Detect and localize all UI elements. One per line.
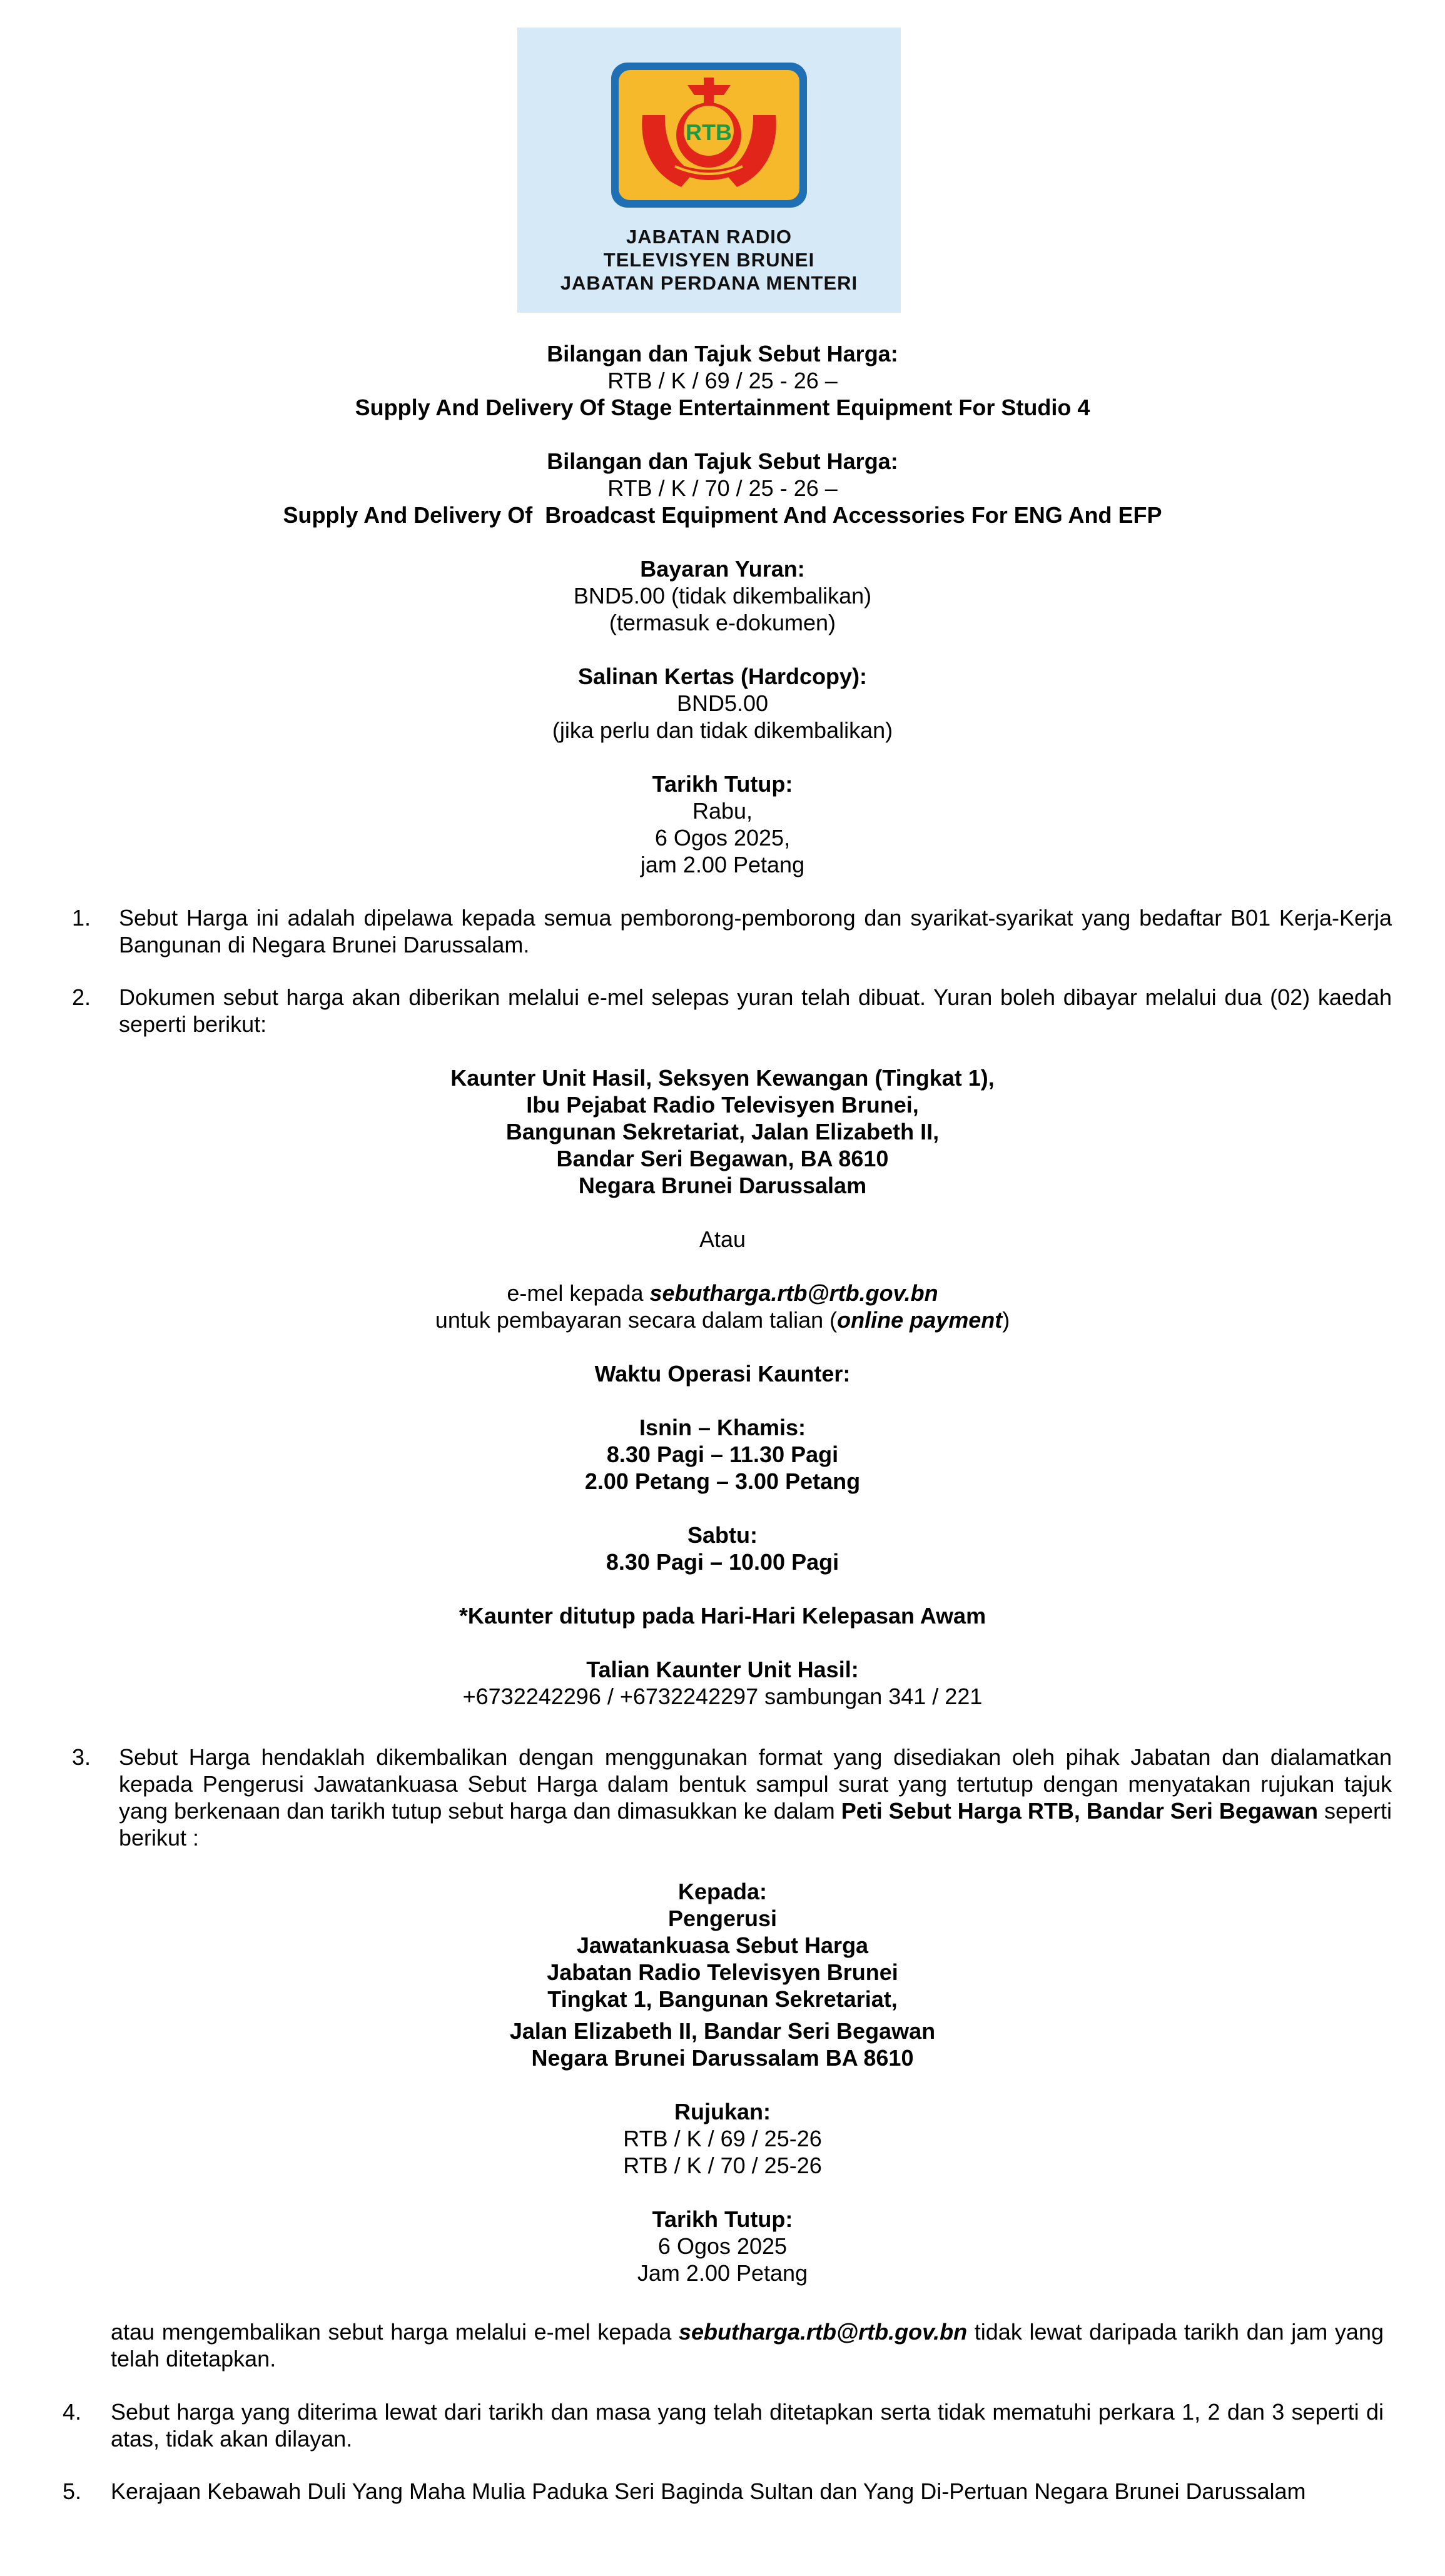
fee-label: Bayaran Yuran: (640, 556, 805, 582)
weekday-hours-2: 2.00 Petang – 3.00 Petang (584, 1468, 861, 1494)
address-line: Pengerusi (667, 1906, 778, 1931)
text-part: tidak lewat daripada tarikh dan jam yang telah ditetapkan. (111, 2319, 1384, 2371)
email-link[interactable]: sebutharga.rtb@rtb.gov.bn (679, 2319, 968, 2345)
email-line (0, 1280, 1445, 1306)
item-number: 3. (72, 1744, 91, 1770)
address-line: Negara Brunei Darussalam (578, 1173, 867, 1198)
hardcopy-label: Salinan Kertas (Hardcopy): (577, 664, 868, 689)
saturday-label: Sabtu: (687, 1522, 758, 1548)
hardcopy-amount: BND5.00 (676, 690, 769, 716)
item-number: 5. (63, 2478, 82, 2504)
saturday-hours: 8.30 Pagi – 10.00 Pagi (606, 1549, 839, 1575)
weekday-hours-1: 8.30 Pagi – 11.30 Pagi (606, 1442, 839, 1467)
address-line: Jalan Elizabeth II, Bandar Seri Begawan (509, 2018, 936, 2044)
closing-label: Tarikh Tutup: (652, 771, 793, 797)
q1-title: Supply And Delivery Of Stage Entertainment Equipment For Studio 4 (355, 395, 1090, 420)
text-part: atau mengembalikan sebut harga melalui e-mel kepada (111, 2319, 679, 2345)
alt-word: Atau (699, 1226, 746, 1252)
item-number: 1. (72, 905, 91, 931)
online-suffix: ) (1002, 1307, 1010, 1333)
q2-label: Bilangan dan Tajuk Sebut Harga: (547, 448, 898, 474)
reference-2: RTB / K / 70 / 25-26 (623, 2153, 822, 2178)
quotation-header (0, 340, 1445, 878)
closing-date: 6 Ogos 2025 (657, 2233, 788, 2259)
address-line: Bangunan Sekretariat, Jalan Elizabeth II, (505, 1119, 940, 1144)
address-line: Kaunter Unit Hasil, Seksyen Kewangan (Tingkat 1), (450, 1065, 995, 1091)
email-prefix: e-mel kepada (507, 1280, 650, 1306)
address-line: Jabatan Radio Televisyen Brunei (547, 1959, 898, 1985)
item-number: 4. (63, 2399, 82, 2425)
fee-note: (termasuk e-dokumen) (609, 610, 836, 635)
item-text (119, 1744, 1392, 1851)
item-text: Sebut harga yang diterima lewat dari tarikh dan masa yang telah ditetapkan serta tidak mematuhi perkara 1, 2 dan 3 seperti di atas, tidak akan dilayan. (111, 2399, 1384, 2452)
phone-numbers: +6732242296 / +6732242297 sambungan 341 / 221 (462, 1684, 983, 1709)
phone-label: Talian Kaunter Unit Hasil: (586, 1657, 859, 1682)
reference-1: RTB / K / 69 / 25-26 (623, 2126, 822, 2151)
item-number: 2. (72, 984, 91, 1010)
logo-line-2: TELEVISYEN BRUNEI (603, 249, 815, 271)
email-return-paragraph (111, 2318, 1384, 2372)
hours-title: Waktu Operasi Kaunter: (594, 1361, 851, 1386)
address-line: Negara Brunei Darussalam BA 8610 (531, 2045, 914, 2071)
closing-time: jam 2.00 Petang (640, 852, 805, 877)
rtb-logo (517, 28, 901, 313)
logo-line-3: JABATAN PERDANA MENTERI (560, 272, 858, 294)
logo-line-1: JABATAN RADIO (626, 226, 792, 248)
weekday-label: Isnin – Khamis: (639, 1415, 806, 1440)
item-text: Sebut Harga ini adalah dipelawa kepada semua pemborong-pemborong dan syarikat-syarikat yang bedaftar B01 Kerja-Kerja Bangunan di Negara Brunei Darussalam. (119, 905, 1392, 957)
reference-label: Rujukan: (674, 2099, 771, 2124)
tender-box-name: Peti Sebut Harga RTB, Bandar Seri Begawan (841, 1798, 1318, 1824)
emblem-text: RTB (686, 119, 732, 145)
item-text-part: seperti berikut : (119, 1798, 1392, 1851)
online-prefix: untuk pembayaran secara dalam talian ( (435, 1307, 838, 1333)
return-address (0, 1878, 1445, 2286)
closing-time: Jam 2.00 Petang (637, 2260, 808, 2286)
address-line: Bandar Seri Begawan, BA 8610 (556, 1146, 889, 1171)
address-line: Tingkat 1, Bangunan Sekretariat, (547, 1986, 898, 2012)
closing-day: Rabu, (692, 798, 753, 824)
online-payment-line (0, 1306, 1445, 1333)
address-line: Jawatankuasa Sebut Harga (576, 1932, 869, 1958)
email-link[interactable]: sebutharga.rtb@rtb.gov.bn (649, 1280, 938, 1306)
hardcopy-note: (jika perlu dan tidak dikembalikan) (552, 717, 893, 743)
online-payment-text: online payment (837, 1307, 1003, 1333)
item-text: Kerajaan Kebawah Duli Yang Maha Mulia Paduka Seri Baginda Sultan dan Yang Di-Pertuan Negara Brunei Darussalam (111, 2478, 1306, 2504)
q2-ref: RTB / K / 70 / 25 - 26 – (607, 475, 838, 501)
q1-ref: RTB / K / 69 / 25 - 26 – (607, 368, 838, 393)
address-line: Ibu Pejabat Radio Televisyen Brunei, (526, 1092, 919, 1118)
closing-label: Tarikh Tutup: (652, 2206, 793, 2232)
item-text: Dokumen sebut harga akan diberikan melalui e-mel selepas yuran telah dibuat. Yuran boleh dibayar melalui dua (02) kaedah seperti berikut: (119, 984, 1392, 1037)
closing-date: 6 Ogos 2025, (654, 825, 791, 851)
q1-label: Bilangan dan Tajuk Sebut Harga: (547, 341, 898, 366)
to-label: Kepada: (677, 1879, 768, 1904)
counter-address (0, 1064, 1445, 1710)
item-text-part: Sebut Harga hendaklah dikembalikan dengan menggunakan format yang disediakan oleh pihak Jabatan dan dialamatkan kepada Pengerusi Jawatankuasa Sebut Harga dalam bentuk sampul surat yang tertutup dengan menyatakan rujukan tajuk yang berkenaan dan tarikh tutup sebut harga dan dimasukkan ke dalam (119, 1744, 1392, 1824)
q2-title: Supply And Delivery Of Broadcast Equipment And Accessories For ENG And EFP (283, 502, 1162, 528)
paragraph-text (111, 2318, 1384, 2372)
fee-amount: BND5.00 (tidak dikembalikan) (573, 583, 872, 609)
holiday-note: *Kaunter ditutup pada Hari-Hari Kelepasan Awam (459, 1603, 986, 1629)
